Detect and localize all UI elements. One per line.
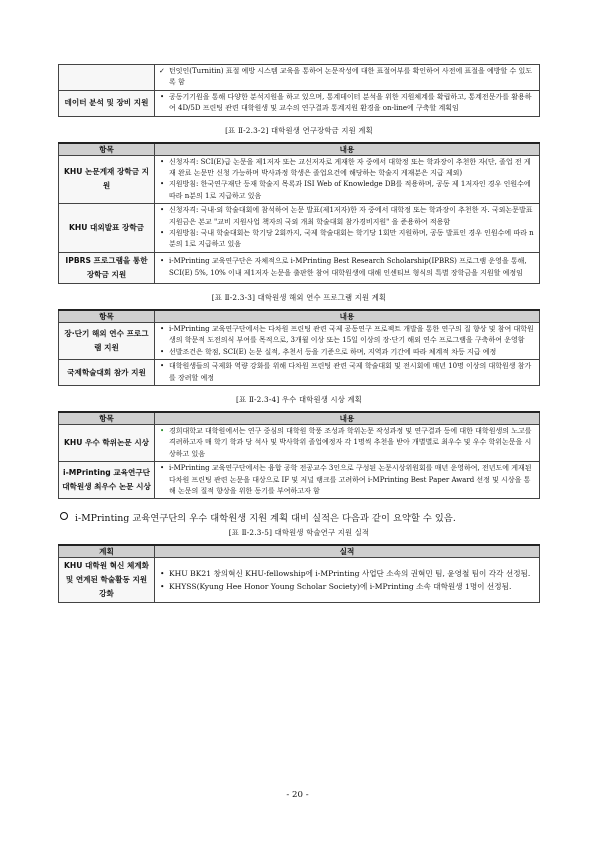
- row-category: 데이터 분석 및 장비 지원: [59, 90, 155, 116]
- list-item: • i-MPrinting 교육연구단에서는 다차원 프린팅 관련 국제 공동연구 프로젝트 개발을 통한 연구의 질 향상 및 참여 대학원생의 학문적 도전의식 부여를 목적으로, 3개월 이상 또는 15일 이상의 장·단기 해외 연수 프로그램을 구축하여 운영함: [158, 324, 536, 347]
- table-row: [59, 204, 540, 253]
- column-header: 항목: [59, 143, 155, 156]
- list-item: • 신청자격: 국내·외 학술대회에 참석하여 논문 발표(제1저자)한 자 중에서 대학정 또는 학과장이 추천한 자. 국외논문발표 지원금은 본교 "교비 지원사업 책자의 국외 개최 학술대회 참가경비지원" 을 준용하여 적용함: [158, 205, 536, 228]
- award-table: [58, 411, 540, 499]
- list-item: • 경희대학교 대학원에서는 연구 중심의 대학원 학풍 조성과 학위논문 작성과정 및 연구결과 등에 대한 대학원생의 노고를 격려하고자 매 학기 학과 당 석사 및 박사학위 졸업예정자 각 1명씩 추천을 받아 개별별로 최우수 및 우수 학위논문을 시상하고 있음: [158, 426, 536, 460]
- research-scholarship-table: [58, 142, 540, 284]
- column-header: 실적: [155, 545, 540, 558]
- column-header: 항목: [59, 412, 155, 425]
- row-category: KHU 우수 학위논문 시상: [59, 424, 155, 461]
- list-item: • 지원방침: 한국연구재단 등재 학술지 목록과 ISI Web of Knowledge DB를 적용하며, 공동 제 1저자인 경우 인원수에 따라 n분의 1로 지급하고 있음: [158, 179, 536, 202]
- performance-table: [58, 544, 540, 603]
- row-category: 국제학술대회 참가 지원: [59, 360, 155, 386]
- list-item: • 신청자격: SCI(E)급 논문을 제1저자 또는 교신저자로 게재한 자 중에서 대학정 또는 학과장이 추천한 자(단, 졸업 전 게재 완료 논문만 신청 가능하며 박사과정 학생은 졸업요건에 해당하는 학술지 게재분은 지급 제외): [158, 157, 536, 180]
- column-header: 내용: [155, 143, 540, 156]
- table-caption: [표 Ⅱ-2.3-2] 대학원생 연구장학금 지원 계획: [225, 125, 373, 135]
- table-header-row: [59, 143, 540, 156]
- list-item: • 지원방침: 국내 학술대회는 학기당 2회까지, 국제 학술대회는 학기당 1회만 지원하며, 공동 발표인 경우 인원수에 따라 n분의 1로 지급하고 있음: [158, 228, 536, 251]
- row-category: i-MPrinting 교육연구단 대학원생 최우수 논문 시상: [59, 462, 155, 499]
- list-item: ✓ 턴잇인(Turnitin) 표절 예방 시스템 교육을 통하여 논문작성에 대한 표절여부를 확인하여 사전에 표절을 예방할 수 있도록 함: [158, 66, 536, 89]
- page-body: [58, 64, 540, 603]
- column-header: 계획: [59, 545, 155, 558]
- table-caption: [표 Ⅱ-2.3-5] 대학원생 학술연구 지원 실적: [228, 528, 370, 538]
- table-row: [59, 155, 540, 204]
- table-header-row: [59, 545, 540, 558]
- summary-paragraph: [60, 510, 540, 524]
- row-category: IPBRS 프로그램을 통한 장학금 지원: [59, 252, 155, 283]
- circle-bullet-icon: [60, 512, 68, 520]
- summary-text: i-MPrinting 교육연구단의 우수 대학원생 지원 계획 대비 실적은 다음과 같이 요약할 수 있음.: [75, 513, 456, 525]
- row-category: 장·단기 해외 연수 프로그램 지원: [59, 322, 155, 359]
- list-item: • 공동기기원을 통해 다양한 분석지원을 하고 있으며, 통계데이터 분석을 위한 지원체계를 확립하고, 통계전문가를 활용하여 4D/5D 프린팅 관련 대학원생 및 교수의 연구결과 통계지원 환경을 on-line에 구축할 계획임: [158, 92, 536, 115]
- table-header-row: [59, 412, 540, 425]
- list-item: • KHYSS(Kyung Hee Honor Young Scholar Society)에 i-MPrinting 소속 대학원생 1명이 선정됨.: [158, 580, 536, 593]
- table-row: [59, 424, 540, 461]
- list-item: • 대학원생들의 국제화 역량 강화를 위해 다차원 프린팅 관련 국제 학술대회 및 전시회에 매년 10명 이상의 대학원생 참가를 장려할 예정: [158, 361, 536, 384]
- table-caption: [표 Ⅱ-2.3-3] 대학원생 해외 연수 프로그램 지원 계획: [211, 292, 387, 302]
- top-table: [58, 64, 540, 117]
- row-category: [59, 65, 155, 91]
- list-item: • 선발조건은 학점, SCI(E) 논문 실적, 추천서 등을 기준으로 하며, 지역과 기간에 따라 체계적 차등 지급 예정: [158, 347, 536, 358]
- row-category: KHU 논문게재 장학금 지원: [59, 155, 155, 204]
- overseas-training-table: [58, 309, 540, 386]
- list-item: • i-MPrinting 교육연구단에서는 융합 공학 전공교수 3인으로 구성된 논문시상위원회를 매년 운영하여, 전년도에 게재된 다차원 프린팅 관련 논문을 대상으로 IF 및 저널 랭크를 고려하여 i-MPrinting Best Paper Award 선정 및 시상을 통해 논문의 질적 향상을 위한 동기를 부여하고자 함: [158, 463, 536, 497]
- column-header: 내용: [155, 310, 540, 323]
- column-header: 내용: [155, 412, 540, 425]
- column-header: 항목: [59, 310, 155, 323]
- table-row: [59, 462, 540, 499]
- table-row: [59, 90, 540, 116]
- table-row: [59, 252, 540, 283]
- table-row: [59, 65, 540, 91]
- table-row: [59, 322, 540, 359]
- list-item: • i-MPrinting 교육연구단은 자체적으로 i-MPrinting Best Research Scholarship(IPBRS) 프로그램 운영을 통해, SCI(E) 5%, 10% 이내 제1저자 논문을 출판한 참여 대학원생에 대해 인센티브 형식의 특별 장학금을 지원할 예정임: [158, 256, 536, 279]
- row-category: KHU 대외발표 장학금: [59, 204, 155, 253]
- table-row: [59, 360, 540, 386]
- table-caption: [표 Ⅱ-2.3-4] 우수 대학원생 시상 계획: [236, 394, 362, 404]
- row-category: KHU 대학원 혁신 체계화 및 연계된 학술활동 지원 강화: [59, 558, 155, 603]
- list-item: • KHU BK21 창의혁신 KHU-fellowship에 i-MPrinting 사업단 소속의 권혁민 팀, 윤영철 팀이 각각 선정됨.: [158, 567, 536, 580]
- page-number: - 20 -: [286, 790, 309, 800]
- table-row: [59, 558, 540, 603]
- table-header-row: [59, 310, 540, 323]
